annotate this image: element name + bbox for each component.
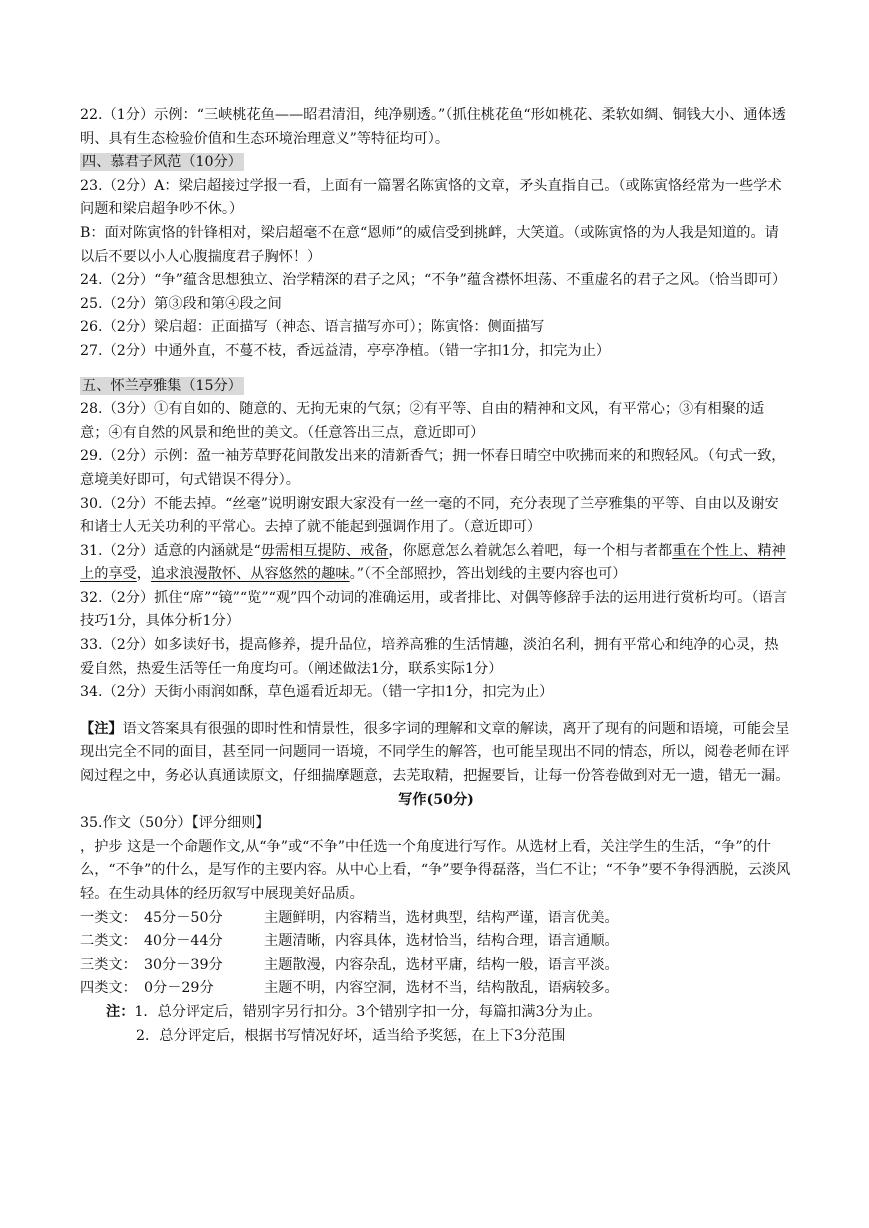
grade-row: 一类文： 45分－50分 主题鲜明，内容精当，选材典型，结构严谨，语言优美。 <box>80 909 619 926</box>
underlined-phrase-2: 重在个性上、精神上的享受 <box>80 542 786 583</box>
answer-35-heading: 35.作文（50分）【评分细则】 <box>80 815 270 832</box>
underlined-phrase-1: 毋需相互提防、戒备 <box>260 542 389 559</box>
notes-label: 注： <box>106 1003 135 1020</box>
answer-30: 30.（2分）不能去掉。“丝毫”说明谢安跟大家没有一丝一毫的不同，充分表现了兰亭雅集的平等、自由以及谢安和诸士人无关功利的平常心。去掉了就不能起到强调作用了。（意近即可） <box>80 495 779 536</box>
grading-note: 【注】语文答案具有很强的即时性和情景性，很多字词的理解和文章的解读，离开了现有的问题和语境，可能会呈现出完全不同的面目，甚至同一问题同一语境，不同学生的解答，也可能呈现出不同的情态，所以，阅卷老师在评阅过程之中，务必认真通读原文，仔细揣摩题意，去芜取精，把握要旨，让每一份答卷做到对无一遗，错无一漏。 <box>80 720 790 785</box>
answer-32: 32.（2分）抓住“席”“镜”“览”“观”四个动词的准确运用，或者排比、对偶等修辞手法的运用进行赏析均可。（语言技巧1分，具体分析1分） <box>80 589 787 630</box>
scoring-note-1: 注：1．总分评定后，错别字另行扣分。3个错别字扣一分，每篇扣满3分为止。 <box>106 1003 602 1020</box>
answer-28: 28.（3分）①有自如的、随意的、无拘无束的气氛；②有平等、自由的精神和文风，有平常心；③有相聚的适意；④有自然的风景和绝世的美文。（任意答出三点，意近即可） <box>80 401 765 441</box>
answer-35-body: ，护步 这是一个命题作文,从“争”或“不争”中任选一个角度进行写作。从选材上看，关注学生的生活，“争”的什么，“不争”的什么，是写作的主要内容。从中心上看，“争”要争得磊落，当仁不让；“不争”要不争得洒脱，云淡风轻。在生动具体的经历叙写中展现美好品质。 <box>80 838 791 902</box>
answer-24: 24.（2分）“争”蕴含思想独立、治学精深的君子之风；“不争”蕴含襟怀坦荡、不重虚名的君子之风。（恰当即可） <box>80 272 787 289</box>
answer-34: 34.（2分）天街小雨润如酥，草色遥看近却无。（错一字扣1分，扣完为止） <box>80 684 554 701</box>
answer-23a: 23.（2分）A：梁启超接过学报一看，上面有一篇署名陈寅恪的文章，矛头直指自己。（或陈寅恪经常为一些学术问题和梁启超争吵不休。） <box>80 177 782 218</box>
answer-22: 22.（1分）示例：“三峡桃花鱼——昭君清泪，纯净剔透。”（抓住桃花鱼“形如桃花、柔软如绸、铜钱大小、通体透明、具有生态检验价值和生态环境治理意义”等特征均可）。 <box>80 107 786 147</box>
grade-row: 三类文： 30分－39分 主题散漫，内容杂乱，选材平庸，结构一般，语言平淡。 <box>80 956 619 973</box>
answer-25: 25.（2分）第③段和第④段之间 <box>80 295 282 312</box>
grade-row: 二类文： 40分－44分 主题清晰，内容具体，选材恰当，结构合理，语言通顺。 <box>80 933 619 950</box>
answer-27: 27.（2分）中通外直，不蔓不枝，香远益清，亭亭净植。（错一字扣1分，扣完为止） <box>80 342 611 359</box>
section-4-heading: 四、慕君子风范（10分） <box>82 154 242 171</box>
note-label: 【注】 <box>80 720 123 737</box>
answer-26: 26.（2分）梁启超：正面描写（神态、语言描写亦可）；陈寅恪：侧面描写 <box>80 319 545 336</box>
underlined-phrase-3: 追求浪漫散怀、从容悠然的趣味 <box>150 566 350 583</box>
answer-29: 29.（2分）示例：盈一袖芳草野花间散发出来的清新香气；拥一怀春日晴空中吹拂而来的和煦轻风。（句式一致，意境美好即可，句式错误不得分）。 <box>80 448 786 488</box>
answer-23b: B：面对陈寅恪的针锋相对，梁启超毫不在意“恩师”的威信受到挑衅，大笑道。（或陈寅恪的为人我是知道的。请以后不要以小人心腹揣度君子胸怀！） <box>80 224 779 265</box>
grade-table <box>80 907 792 1001</box>
scoring-note-2: 2．总分评定后，根据书写情况好坏，适当给予奖惩，在上下3分范围 <box>136 1027 566 1044</box>
answer-31: 31.（2分）适意的内涵就是“毋需相互提防、戒备，你愿意怎么着就怎么着吧，每一个相与者都重在个性上、精神上的享受，追求浪漫散怀、从容悠然的趣味。”（不全部照抄，答出划线的主要内容也可） <box>80 542 786 583</box>
answer-page <box>80 104 792 1048</box>
section-5-heading: 五、怀兰亭雅集（15分） <box>82 377 242 394</box>
answer-33: 33.（2分）如多读好书，提高修养，提升品位，培养高雅的生活情趣，淡泊名利，拥有平常心和纯净的心灵，热爱自然，热爱生活等任一角度均可。（阐述做法1分，联系实际1分） <box>80 637 779 677</box>
writing-section-title: 写作(50分) <box>398 791 474 808</box>
grade-row: 四类文： 0分－29分 主题不明，内容空洞，选材不当，结构散乱，语病较多。 <box>80 980 619 997</box>
